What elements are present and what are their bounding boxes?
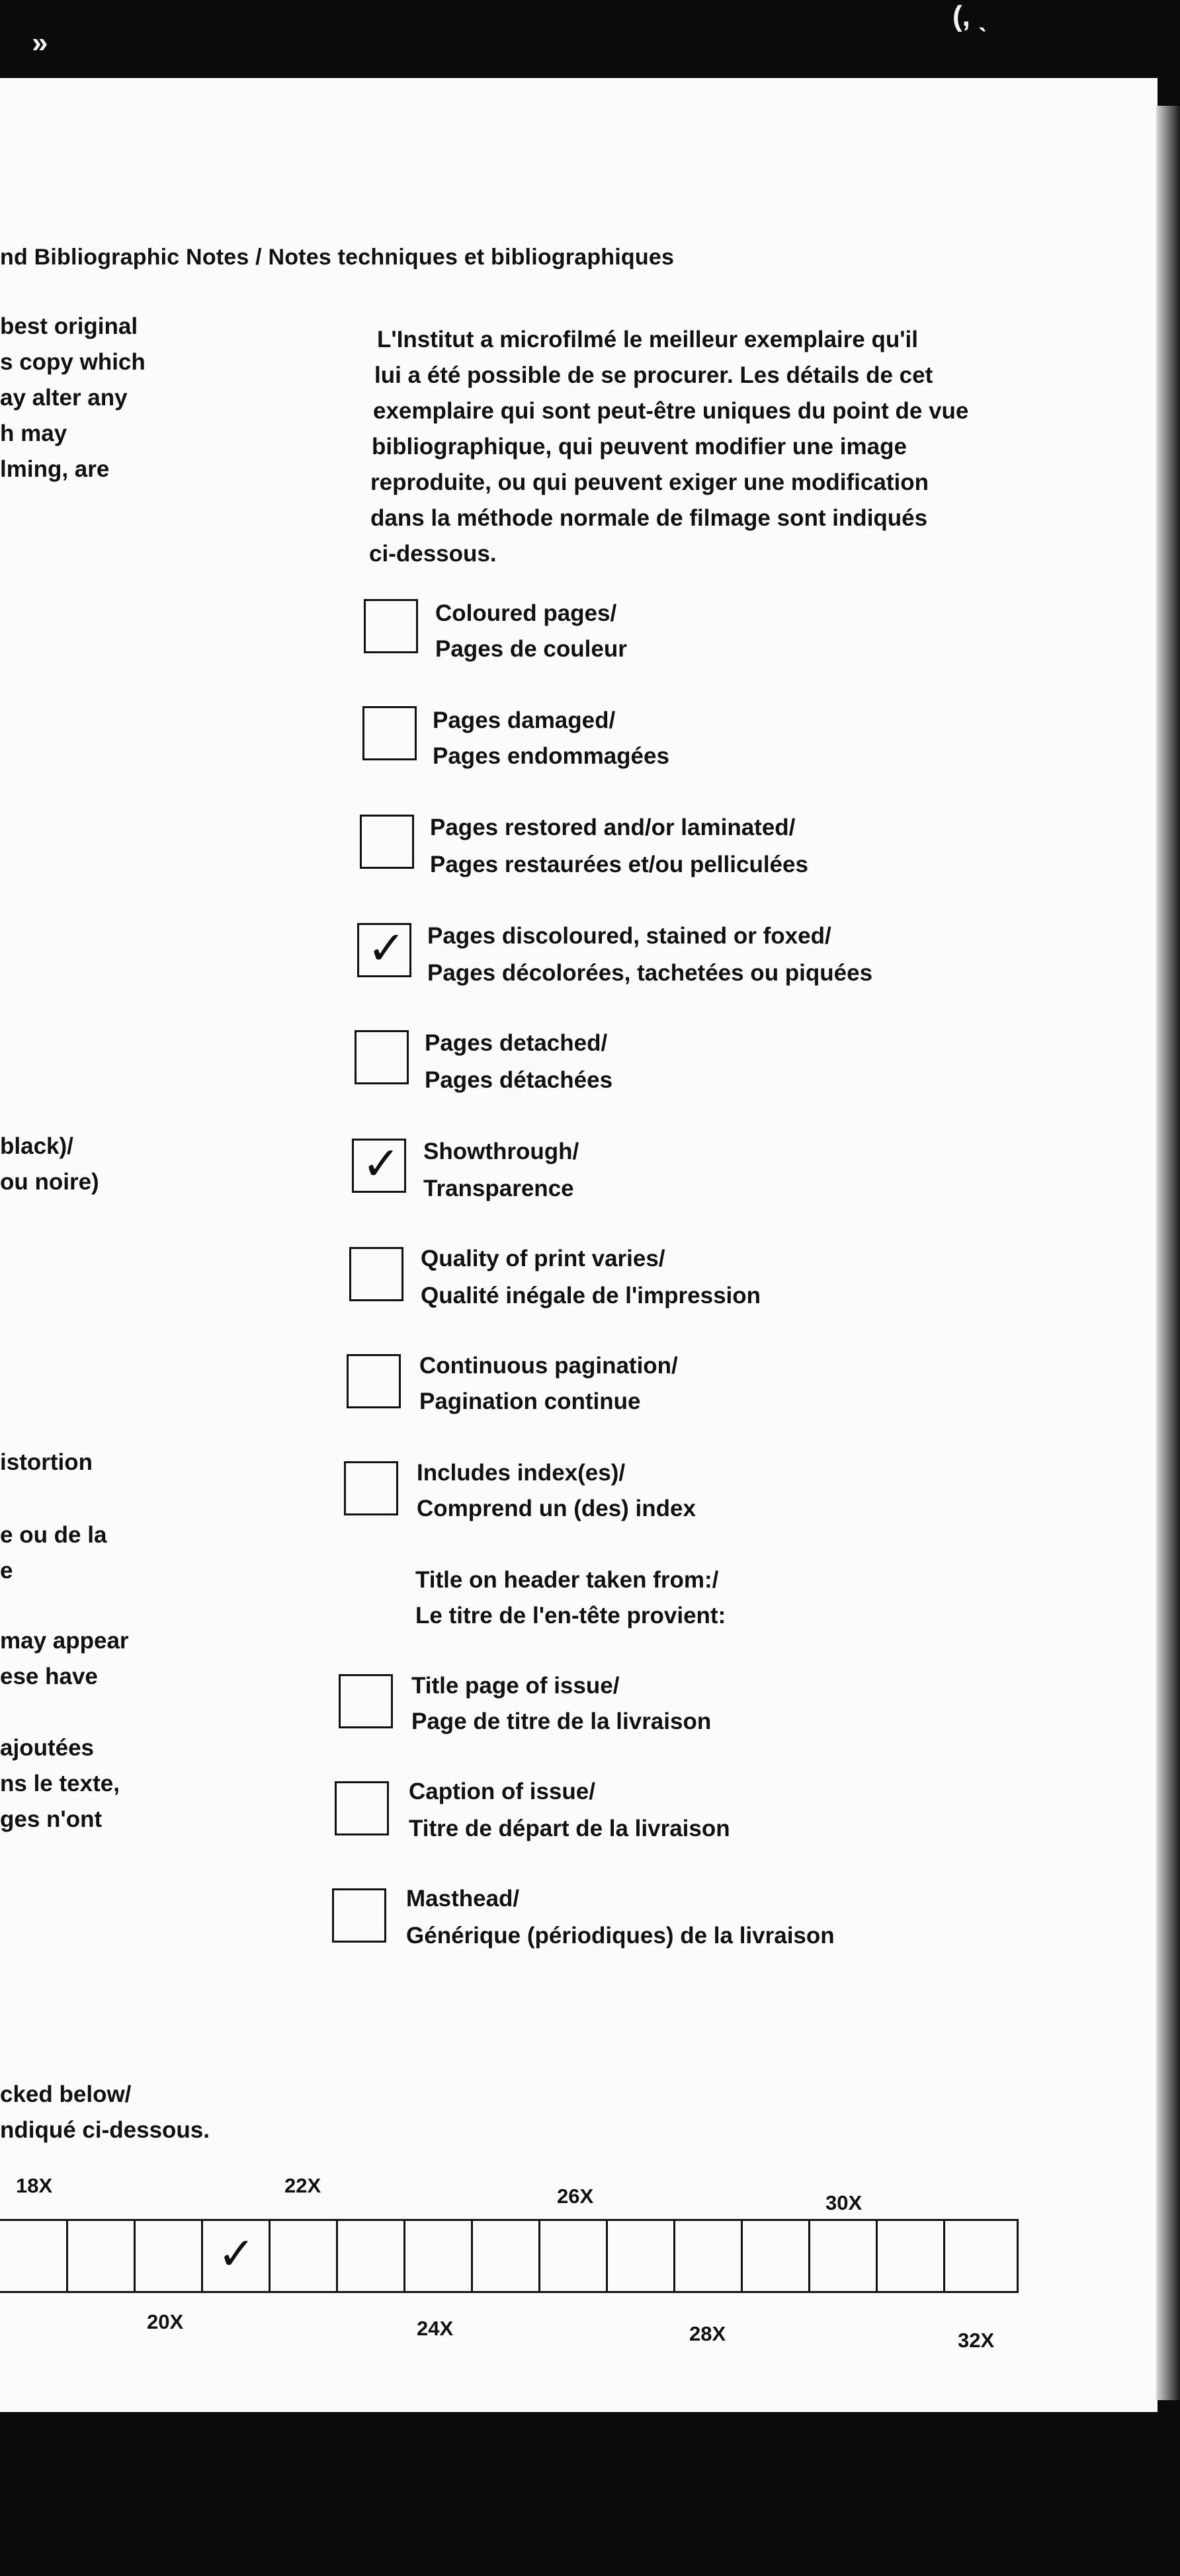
option-label-en: Pages detached/ <box>425 1030 608 1056</box>
intro-line: bibliographique, qui peuvent modifier une image <box>372 434 907 460</box>
ratio-cell[interactable] <box>338 2221 405 2291</box>
pages-restored-checkbox[interactable] <box>360 815 414 869</box>
left-fragment: may appear <box>0 1628 129 1654</box>
intro-line: L'Institut a microfilmé le meilleur exemplaire qu'il <box>377 327 918 352</box>
option-label-fr: Pagination continue <box>419 1389 641 1414</box>
option-label-fr: Pages de couleur <box>435 636 627 662</box>
option-label-en: Showthrough/ <box>423 1139 579 1164</box>
left-fragment: s copy which <box>0 349 146 375</box>
showthrough-checkbox[interactable] <box>352 1139 406 1193</box>
option-label-fr: Pages détachées <box>425 1067 613 1093</box>
caption-checkbox[interactable] <box>335 1781 389 1835</box>
check-mark: ✓ <box>362 1138 401 1189</box>
option-label-fr: Transparence <box>423 1176 574 1201</box>
intro-line: dans la méthode normale de filmage sont indiqués <box>370 505 928 531</box>
title-page-checkbox[interactable] <box>339 1674 393 1728</box>
ratio-label-18x: 18X <box>16 2174 53 2197</box>
left-fragment: ges n'ont <box>0 1806 103 1832</box>
ratio-cell[interactable] <box>540 2221 608 2291</box>
left-fragment: ajoutées <box>0 1735 94 1761</box>
ratio-cell[interactable] <box>743 2221 810 2291</box>
header-source-en: Title on header taken from:/ <box>415 1567 719 1593</box>
section-heading: nd Bibliographic Notes / Notes techniques et bibliographiques <box>0 245 675 270</box>
option-label-fr: Qualité inégale de l'impression <box>421 1283 761 1308</box>
option-label-fr: Générique (périodiques) de la livraison <box>406 1923 835 1949</box>
option-label-fr: Page de titre de la livraison <box>411 1709 712 1734</box>
pages-damaged-checkbox[interactable] <box>362 706 417 760</box>
check-mark: ✓ <box>218 2229 255 2279</box>
pages-discoloured-checkbox[interactable] <box>357 923 411 977</box>
header-source-fr: Le titre de l'en-tête provient: <box>415 1603 726 1629</box>
print-quality-checkbox[interactable] <box>349 1247 403 1301</box>
option-label-en: Quality of print varies/ <box>421 1246 665 1271</box>
left-fragment: istortion <box>0 1449 93 1475</box>
ratio-cell[interactable] <box>878 2221 945 2291</box>
left-fragment: ese have <box>0 1664 98 1689</box>
option-label-fr: Titre de départ de la livraison <box>409 1816 730 1841</box>
option-label-fr: Pages endommagées <box>433 743 669 769</box>
option-label-fr: Pages restaurées et/ou pelliculées <box>430 852 808 877</box>
page-edge-shadow <box>1156 106 1180 2400</box>
ratio-cell[interactable] <box>473 2221 540 2291</box>
option-label-en: Pages restored and/or laminated/ <box>430 815 796 840</box>
option-label-en: Pages discoloured, stained or foxed/ <box>427 923 831 949</box>
ratio-label-30x: 30X <box>825 2191 863 2214</box>
left-fragment: h may <box>0 421 67 446</box>
ratio-cell[interactable] <box>0 2221 68 2291</box>
pages-detached-checkbox[interactable] <box>355 1030 409 1084</box>
option-label-en: Pages damaged/ <box>433 707 616 733</box>
ratio-label-22x: 22X <box>284 2174 321 2197</box>
left-fragment: cked below/ <box>0 2081 132 2107</box>
document-page <box>0 78 1158 2412</box>
ratio-cell[interactable] <box>945 2221 1013 2291</box>
intro-line: reproduite, ou qui peuvent exiger une modification <box>370 469 929 495</box>
masthead-checkbox[interactable] <box>332 1888 386 1943</box>
option-label-en: Caption of issue/ <box>409 1779 595 1804</box>
ratio-cell[interactable] <box>136 2221 203 2291</box>
option-label-fr: Pages décolorées, tachetées ou piquées <box>427 960 873 986</box>
left-fragment: ay alter any <box>0 385 128 411</box>
reduction-ratio-strip <box>0 2219 1019 2293</box>
ratio-label-24x: 24X <box>417 2317 454 2340</box>
option-label-en: Masthead/ <box>406 1886 520 1912</box>
ratio-label-20x: 20X <box>147 2310 184 2333</box>
ratio-cell[interactable] <box>68 2221 136 2291</box>
left-fragment: best original <box>0 313 138 339</box>
intro-line: exemplaire qui sont peut-être uniques du point de vue <box>373 398 969 424</box>
option-label-fr: Comprend un (des) index <box>417 1496 696 1521</box>
left-fragment: black)/ <box>0 1133 73 1159</box>
left-fragment: ndiqué ci-dessous. <box>0 2117 210 2143</box>
ratio-label-28x: 28X <box>689 2322 726 2345</box>
left-fragment: lming, are <box>0 456 110 482</box>
ratio-cell[interactable] <box>675 2221 743 2291</box>
ratio-cell[interactable] <box>608 2221 675 2291</box>
option-label-en: Includes index(es)/ <box>417 1460 626 1486</box>
left-fragment: e ou de la <box>0 1522 107 1548</box>
left-fragment: ns le texte, <box>0 1771 120 1796</box>
intro-line: lui a été possible de se procurer. Les détails de cet <box>374 362 933 388</box>
ratio-cell-checked[interactable] <box>203 2221 271 2291</box>
coloured-pages-checkbox[interactable] <box>364 599 418 653</box>
check-mark: ✓ <box>367 922 406 974</box>
option-label-en: Coloured pages/ <box>435 600 617 626</box>
ratio-cell[interactable] <box>810 2221 878 2291</box>
ratio-label-32x: 32X <box>958 2329 995 2352</box>
ratio-cell[interactable] <box>405 2221 473 2291</box>
ratio-cell[interactable] <box>271 2221 338 2291</box>
left-fragment: e <box>0 1558 13 1584</box>
ratio-label-26x: 26X <box>557 2185 594 2208</box>
continuous-pagination-checkbox[interactable] <box>347 1354 401 1408</box>
left-fragment: ou noire) <box>0 1169 99 1195</box>
scan-artifact-right: (, ˎ <box>952 0 988 32</box>
option-label-en: Continuous pagination/ <box>419 1353 678 1379</box>
includes-index-checkbox[interactable] <box>344 1461 398 1515</box>
intro-line: ci-dessous. <box>369 541 497 567</box>
option-label-en: Title page of issue/ <box>411 1673 620 1699</box>
scan-artifact-left: » <box>32 26 48 59</box>
